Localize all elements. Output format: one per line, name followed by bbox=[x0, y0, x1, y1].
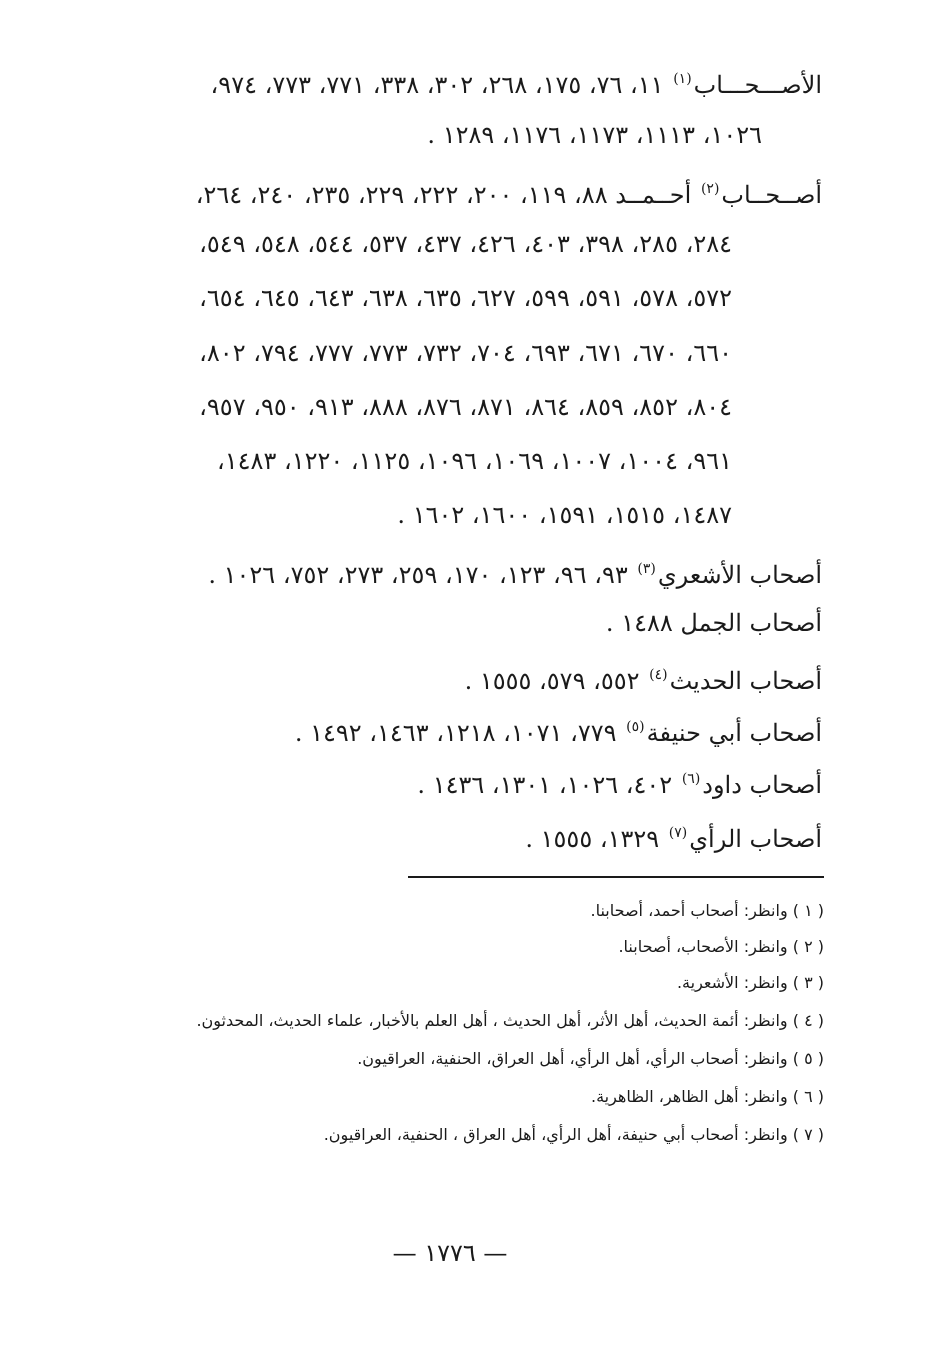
entry-term: أصحاب الرأي bbox=[689, 825, 822, 853]
footnote: ( ٤ ) وانظر: أئمة الحديث، أهل الأثر، أهل الحديث ، أهل العلم بالأخبار، علماء الحديث، المحدثون. bbox=[196, 1011, 824, 1030]
entry-refs: ٧٧٩، ١٠٧١، ١٢١٨، ١٤٦٣، ١٤٩٢ . bbox=[294, 719, 617, 747]
entry-term: الأصـــحـــاب bbox=[693, 71, 822, 99]
entry-refs: ١٣٢٩، ١٥٥٥ . bbox=[525, 825, 660, 853]
footnote-marker: (٦) bbox=[681, 771, 701, 787]
index-entry-line bbox=[606, 608, 822, 638]
index-entry-line bbox=[417, 764, 822, 800]
footnote: ( ٣ ) وانظر: الأشعرية. bbox=[676, 973, 824, 992]
entry-term: أصحاب أبي حنيفة bbox=[646, 719, 822, 747]
entry-term: أصحاب داود bbox=[702, 771, 822, 799]
footnote-marker: (٣) bbox=[637, 561, 656, 577]
entry-term: أصحاب الحديث bbox=[669, 667, 822, 695]
page-number: — ١٧٧٦ — bbox=[392, 1239, 508, 1267]
entry-refs: ١٤٨٧، ١٥١٥، ١٥٩١، ١٦٠٠، ١٦٠٢ . bbox=[397, 501, 732, 529]
index-entry-continuation bbox=[427, 120, 762, 150]
entry-refs: ٥٧٢، ٥٧٨، ٥٩١، ٥٩٩، ٦٢٧، ٦٣٥، ٦٣٨، ٦٤٣، ٦٤٥، ٦٥٤، bbox=[199, 284, 732, 312]
entry-refs: أحــمــد ٨٨، ١١٩، ٢٠٠، ٢٢٢، ٢٢٩، ٢٣٥، ٢٤٠، ٢٦٤، bbox=[195, 181, 692, 209]
entry-refs: ٩٣، ٩٦، ١٢٣، ١٧٠، ٢٥٩، ٢٧٣، ٧٥٢، ١٠٢٦ . bbox=[208, 561, 628, 589]
footnote: ( ٦ ) وانظر: أهل الظاهر، الظاهرية. bbox=[590, 1087, 824, 1106]
footnote-marker: (٤) bbox=[649, 667, 668, 683]
index-entry-continuation bbox=[199, 338, 732, 368]
footnote: ( ١ ) وانظر: أصحاب أحمد، أصحابنا. bbox=[590, 901, 824, 920]
footnote-marker: (٥) bbox=[626, 719, 645, 735]
footnote-marker: (٧) bbox=[668, 825, 688, 841]
index-entry-continuation bbox=[199, 392, 732, 422]
entry-refs: ٩٦١، ١٠٠٤، ١٠٠٧، ١٠٦٩، ١٠٩٦، ١١٢٥، ١٢٢٠، ١٤٨٣، bbox=[217, 447, 732, 475]
index-entry-line bbox=[208, 554, 822, 590]
entry-term: أصحاب الجمل bbox=[680, 609, 822, 637]
index-entry-line bbox=[211, 64, 822, 100]
index-entry-line bbox=[196, 174, 822, 210]
entry-term: أصــحــاب bbox=[721, 181, 822, 209]
footnote: ( ٢ ) وانظر: الأصحاب، أصحابنا. bbox=[618, 937, 824, 956]
index-entry-continuation bbox=[199, 283, 732, 313]
index-entry-line bbox=[295, 712, 822, 748]
footnote: ( ٥ ) وانظر: أصحاب الرأي، أهل الرأي، أهل العراق، الحنفية، العراقيون. bbox=[357, 1049, 824, 1068]
entry-refs: ٥٥٢، ٥٧٩، ١٥٥٥ . bbox=[464, 667, 640, 695]
entry-refs: ٤٠٢، ١٠٢٦، ١٣٠١، ١٤٣٦ . bbox=[417, 771, 673, 799]
entry-refs: ١٤٨٨ . bbox=[605, 609, 673, 637]
entry-refs: ١٠٢٦، ١١١٣، ١١٧٣، ١١٧٦، ١٢٨٩ . bbox=[427, 121, 762, 149]
index-entry-continuation bbox=[199, 229, 732, 259]
entry-refs: ٦٦٠، ٦٧٠، ٦٧١، ٦٩٣، ٧٠٤، ٧٣٢، ٧٧٣، ٧٧٧، ٧٩٤، ٨٠٢، bbox=[199, 339, 732, 367]
index-entry-continuation bbox=[397, 500, 732, 530]
footnote: ( ٧ ) وانظر: أصحاب أبي حنيفة، أهل الرأي، أهل العراق ، الحنفية، العراقيون. bbox=[323, 1125, 824, 1144]
entry-refs: ١١، ٧٦، ١٧٥، ٢٦٨، ٣٠٢، ٣٣٨، ٧٧١، ٧٧٣، ٩٧٤، bbox=[210, 71, 664, 99]
entry-refs: ٢٨٤، ٢٨٥، ٣٩٨، ٤٠٣، ٤٢٦، ٤٣٧، ٥٣٧، ٥٤٤، ٥٤٨، ٥٤٩، bbox=[199, 230, 732, 258]
index-entry-line bbox=[465, 660, 822, 696]
index-entry-line bbox=[525, 818, 822, 854]
footnote-separator bbox=[408, 876, 824, 878]
entry-term: أصحاب الأشعري bbox=[657, 561, 822, 589]
footnote-marker: (١) bbox=[673, 71, 692, 87]
index-entry-continuation bbox=[217, 446, 732, 476]
footnote-marker: (٢) bbox=[700, 181, 720, 197]
entry-refs: ٨٠٤، ٨٥٢، ٨٥٩، ٨٦٤، ٨٧١، ٨٧٦، ٨٨٨، ٩١٣، ٩٥٠، ٩٥٧، bbox=[199, 393, 732, 421]
